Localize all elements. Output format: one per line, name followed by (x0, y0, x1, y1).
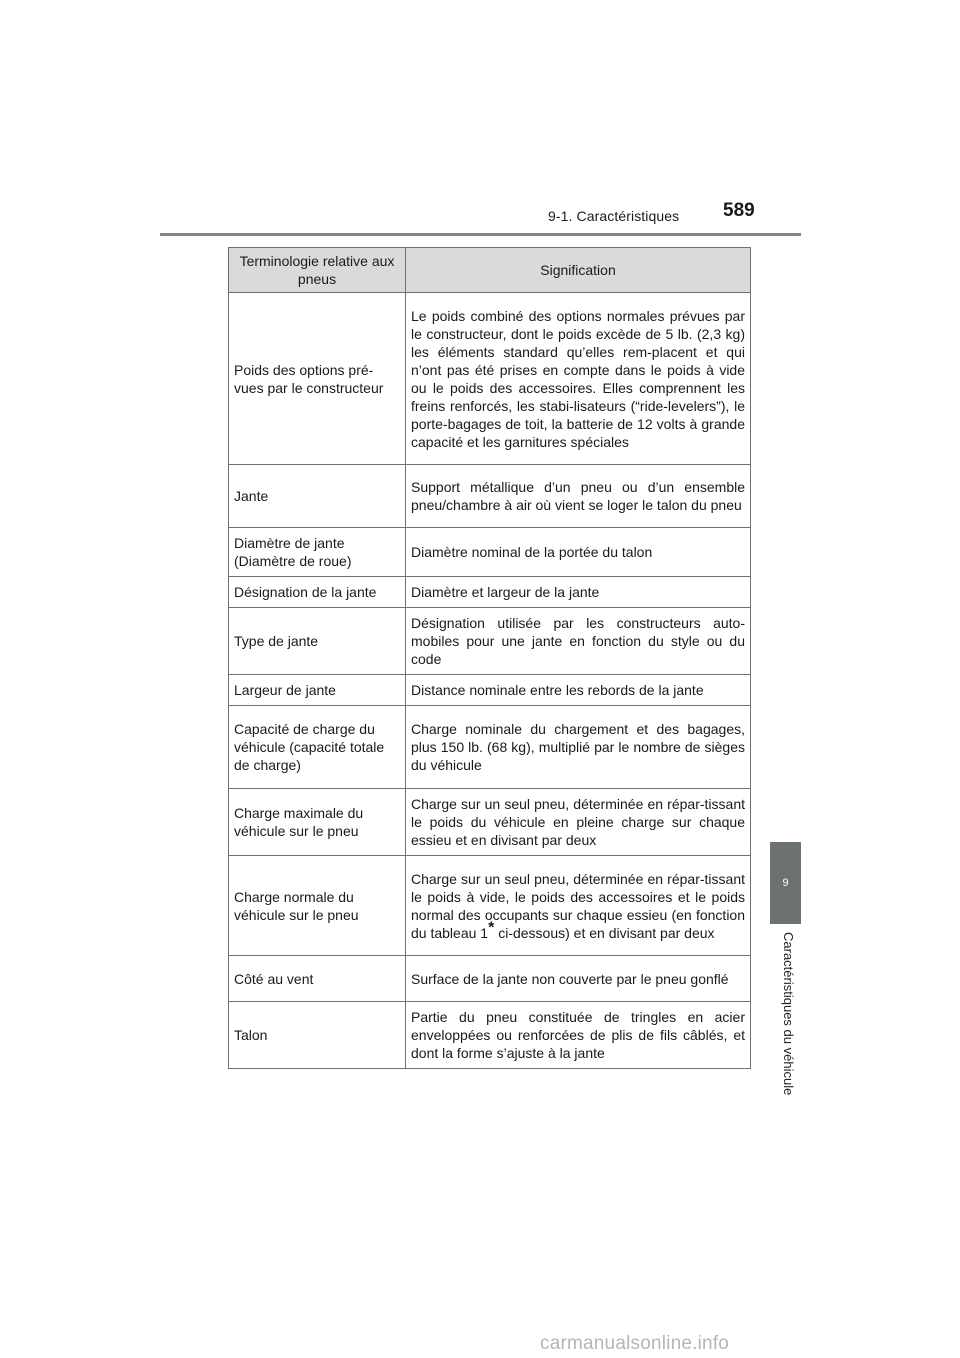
section-title: 9-1. Caractéristiques (548, 208, 680, 224)
watermark: carmanualsonline.info (540, 1333, 730, 1354)
term-cell: Talon (229, 1002, 406, 1069)
definition-cell: Charge sur un seul pneu, déterminée en répar-tissant le poids du véhicule en pleine charge sur chaque essieu et en divisant par deux (406, 789, 751, 856)
definition-cell: Surface de la jante non couverte par le pneu gonflé (406, 956, 751, 1002)
term-cell: Charge maximale du véhicule sur le pneu (229, 789, 406, 856)
table-header-row (229, 248, 751, 293)
definition-cell: Charge nominale du chargement et des bagages, plus 150 lb. (68 kg), multiplié par le nombre de sièges du véhicule (406, 706, 751, 789)
definition-cell: Support métallique d’un pneu ou d’un ensemble pneu/chambre à air où vient se loger le talon du pneu (406, 465, 751, 528)
footnote-asterisk: * (488, 918, 495, 936)
table-row (229, 789, 751, 856)
table-row (229, 528, 751, 577)
definition-text: ci-dessous) et en divisant par deux (494, 924, 715, 941)
column-header-term: Terminologie relative aux pneus (229, 248, 406, 293)
tire-terminology-table (228, 247, 751, 1069)
definition-text: Charge sur un seul pneu, déterminée en répar-tissant le poids à vide, le poids des accessoires et le poids normal des occupants sur chaque essieu (en fonction du tableau 1 (411, 870, 745, 941)
definition-cell: Le poids combiné des options normales prévues par le constructeur, dont le poids excède de 5 lb. (2,3 kg) les éléments standard qu’elles rem-placent et qui n’ont pas été prises en compte dans le poids à vide ou le poids des accessoires. Elles comprennent les freins renforcés, les stabi-lisateurs (“ride-levelers”), le porte-bagages de toit, la batterie de 12 volts à grande capacité et les garnitures spéciales (406, 293, 751, 465)
definition-cell: Distance nominale entre les rebords de la jante (406, 675, 751, 706)
table-row (229, 608, 751, 675)
header-divider (160, 233, 801, 236)
table-row (229, 956, 751, 1002)
term-cell: Largeur de jante (229, 675, 406, 706)
table-row (229, 465, 751, 528)
chapter-number: 9 (782, 877, 789, 889)
column-header-meaning: Signification (406, 248, 751, 293)
definition-cell (406, 856, 751, 956)
table-row (229, 856, 751, 956)
definition-cell: Diamètre et largeur de la jante (406, 577, 751, 608)
table-row (229, 293, 751, 465)
page-number: 589 (723, 200, 755, 221)
term-cell: Désignation de la jante (229, 577, 406, 608)
term-cell: Jante (229, 465, 406, 528)
term-cell: Poids des options pré-vues par le constructeur (229, 293, 406, 465)
term-cell: Diamètre de jante (Diamètre de roue) (229, 528, 406, 577)
term-cell: Charge normale du véhicule sur le pneu (229, 856, 406, 956)
term-cell: Capacité de charge du véhicule (capacité totale de charge) (229, 706, 406, 789)
definition-cell: Partie du pneu constituée de tringles en acier enveloppées ou renforcées de plis de fils câblés, et dont la forme s’ajuste à la jante (406, 1002, 751, 1069)
chapter-tab (770, 842, 801, 924)
table-row (229, 675, 751, 706)
chapter-title: Caractéristiques du véhicule (781, 932, 796, 1096)
term-cell: Côté au vent (229, 956, 406, 1002)
table-row (229, 1002, 751, 1069)
definition-cell: Désignation utilisée par les constructeurs auto-mobiles pour une jante en fonction du style ou du code (406, 608, 751, 675)
definition-cell: Diamètre nominal de la portée du talon (406, 528, 751, 577)
table-row (229, 706, 751, 789)
term-cell: Type de jante (229, 608, 406, 675)
table-row (229, 577, 751, 608)
